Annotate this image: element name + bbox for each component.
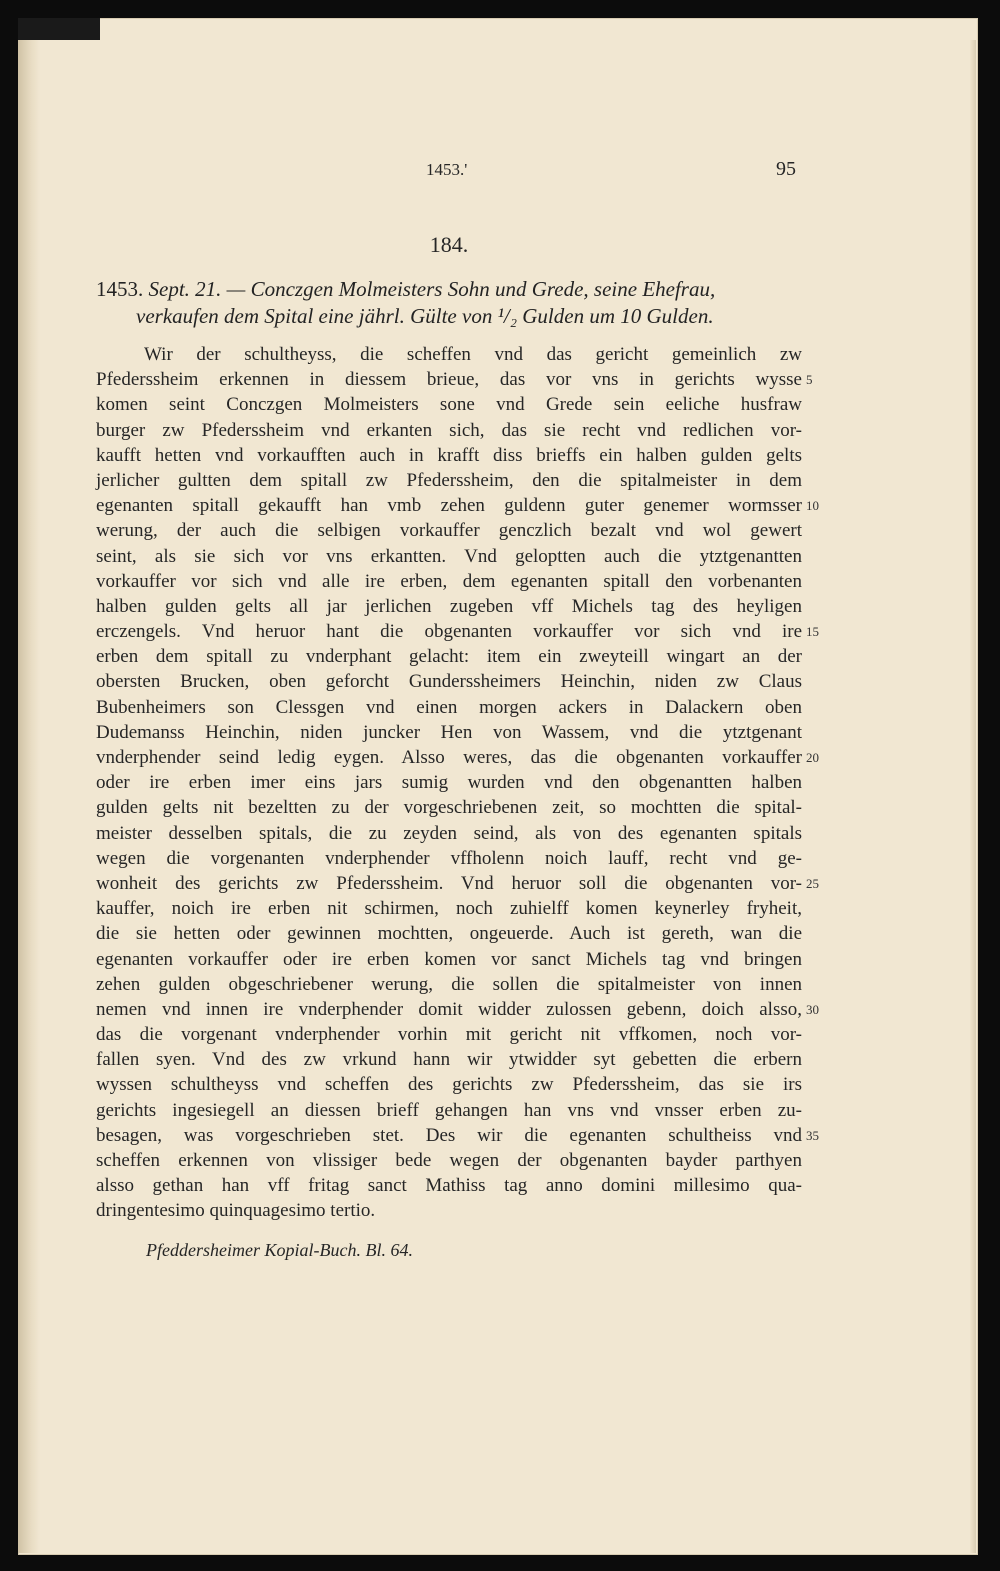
text-line: seint, als sie sich vor vns erkantten. Vnd geloptten auch die ytztgenantten	[96, 545, 802, 567]
text-line: Wir der schultheyss, die scheffen vnd das gericht gemeinlich zw	[144, 344, 802, 365]
text-line-content: wonheit des gerichts zw Pfederssheim. Vnd heruor soll die obgenanten vor-	[96, 872, 802, 894]
text-line: werung, der auch die selbigen vorkauffer genczlich bezalt vnd wol gewert	[96, 520, 802, 542]
text-line: kaufft hetten vnd vorkaufften auch in krafft diss brieffs ein halben gulden gelts	[96, 444, 802, 466]
source-citation: Pfeddersheimer Kopial-Buch. Bl. 64.	[146, 1240, 413, 1260]
regest-summary-1: — Conczgen Molmeisters Sohn und Grede, seine Ehefrau,	[226, 277, 716, 301]
text-line: dringentesimo quinquagesimo tertio.	[96, 1200, 376, 1222]
regest-date: 1453.	[96, 277, 144, 301]
text-line: Bubenheimers son Clessgen vnd einen morgen ackers in Dalackern oben	[96, 696, 802, 718]
regest-summary-2a: verkaufen dem Spital eine jährl. Gülte von	[136, 304, 498, 328]
text-line	[96, 997, 819, 1022]
text-line: meister desselben spitals, die zu zeyden seind, als von des egenanten spitals	[96, 822, 802, 844]
page-edge-shadow	[970, 40, 976, 1553]
text-line-content: besagen, was vorgeschrieben stet. Des wir die egenanten schultheiss vnd	[96, 1124, 802, 1146]
text-line	[96, 493, 819, 518]
line-number: 35	[806, 1127, 819, 1143]
text-line: egenanten vorkauffer oder ire erben komen vor sanct Michels tag vnd bringen	[96, 948, 802, 970]
text-line-content: erczengels. Vnd heruor hant die obgenanten vorkauffer vor sich vnd ire	[96, 621, 802, 643]
text-line	[96, 871, 819, 896]
regest-heading	[96, 276, 804, 330]
page-header	[96, 158, 802, 188]
line-number: 30	[806, 1001, 819, 1017]
running-head-year: 1453.'	[426, 160, 468, 179]
text-line: wegen die vorgenanten vnderphender vffholenn noich lauff, recht vnd ge-	[96, 847, 802, 869]
text-line: die sie hetten oder gewinnen mochtten, ongeuerde. Auch ist gereth, wan die	[96, 923, 802, 945]
text-line: kauffer, noich ire erben nit schirmen, noch zuhielff komen keynerley fryheit,	[96, 898, 802, 920]
text-line: Dudemanss Heinchin, niden juncker Hen von Wassem, vnd die ytztgenant	[96, 721, 802, 743]
regest-summary-2b: Gulden um 10 Gulden.	[517, 304, 714, 328]
text-line	[96, 619, 819, 644]
charter-text	[96, 342, 819, 1224]
line-number: 5	[806, 372, 813, 388]
text-line-content: Pfederssheim erkennen in diessem brieue, das vor vns in gerichts wysse	[96, 369, 802, 391]
text-line: alsso gethan han vff fritag sanct Mathiss tag anno domini millesimo qua-	[96, 1175, 802, 1197]
text-line: scheffen erkennen von vlissiger bede wegen der obgenanten bayder parthyen	[96, 1150, 802, 1171]
text-line: oder ire erben imer eins jars sumig wurden vnd den obgenantten halben	[96, 772, 802, 794]
text-line-content: vnderphender seind ledig eygen. Alsso weres, das die obgenanten vorkauffer	[96, 747, 802, 768]
document-number: 184.	[429, 232, 469, 257]
text-line	[96, 745, 819, 770]
text-line: das die vorgenant vnderphender vorhin mit gericht nit vffkomen, noch vor-	[96, 1024, 802, 1046]
regest-date-detail: Sept. 21.	[148, 277, 222, 301]
text-line: jerlicher gultten dem spitall zw Pfederssheim, den die spitalmeister in dem	[96, 469, 802, 491]
page-number: 95	[776, 158, 796, 180]
line-number: 10	[806, 498, 819, 514]
text-line: burger zw Pfederssheim vnd erkanten sich, das sie recht vnd redlichen vor-	[96, 419, 802, 441]
regest-line-2	[96, 303, 804, 330]
text-line	[96, 367, 813, 392]
regest-fraction: ¹/₂	[497, 304, 518, 328]
text-line: obersten Brucken, oben geforcht Gunderssheimers Heinchin, niden zw Claus	[96, 671, 802, 693]
text-line: halben gulden gelts all jar jerlichen zugeben vff Michels tag des heyligen	[96, 595, 802, 617]
line-number: 25	[806, 875, 819, 891]
text-line: vorkauffer vor sich vnd alle ire erben, dem egenanten spitall den vorbenanten	[96, 570, 802, 592]
text-line: gulden gelts nit bezeltten zu der vorgeschriebenen zeit, so mochtten die spital-	[96, 797, 802, 819]
text-line: gerichts ingesiegell an diessen brieff gehangen han vns vnd vnsser erben zu-	[96, 1099, 802, 1121]
line-number: 20	[806, 750, 819, 765]
text-line: erben dem spitall zu vnderphant gelacht: item ein zweyteill wingart an der	[96, 646, 802, 668]
regest-line-1	[96, 276, 804, 303]
text-line-content: egenanten spitall gekaufft han vmb zehen guldenn guter genemer wormsser	[96, 495, 802, 517]
page-gutter	[18, 18, 40, 1553]
line-number: 15	[806, 624, 819, 640]
text-line	[96, 1123, 819, 1148]
text-line: fallen syen. Vnd des zw vrkund hann wir ytwidder syt gebetten die erbern	[96, 1049, 802, 1071]
text-line: zehen gulden obgeschriebener werung, die sollen die spitalmeister von innen	[96, 973, 802, 995]
text-line: wyssen schultheyss vnd scheffen des gerichts zw Pfederssheim, das sie irs	[96, 1074, 802, 1096]
text-line-content: nemen vnd innen ire vnderphender domit widder zulossen gebenn, doich alsso,	[96, 998, 802, 1020]
scan-corner-tab	[18, 18, 100, 40]
text-line: komen seint Conczgen Molmeisters sone vnd Grede sein eeliche husfraw	[96, 394, 802, 416]
